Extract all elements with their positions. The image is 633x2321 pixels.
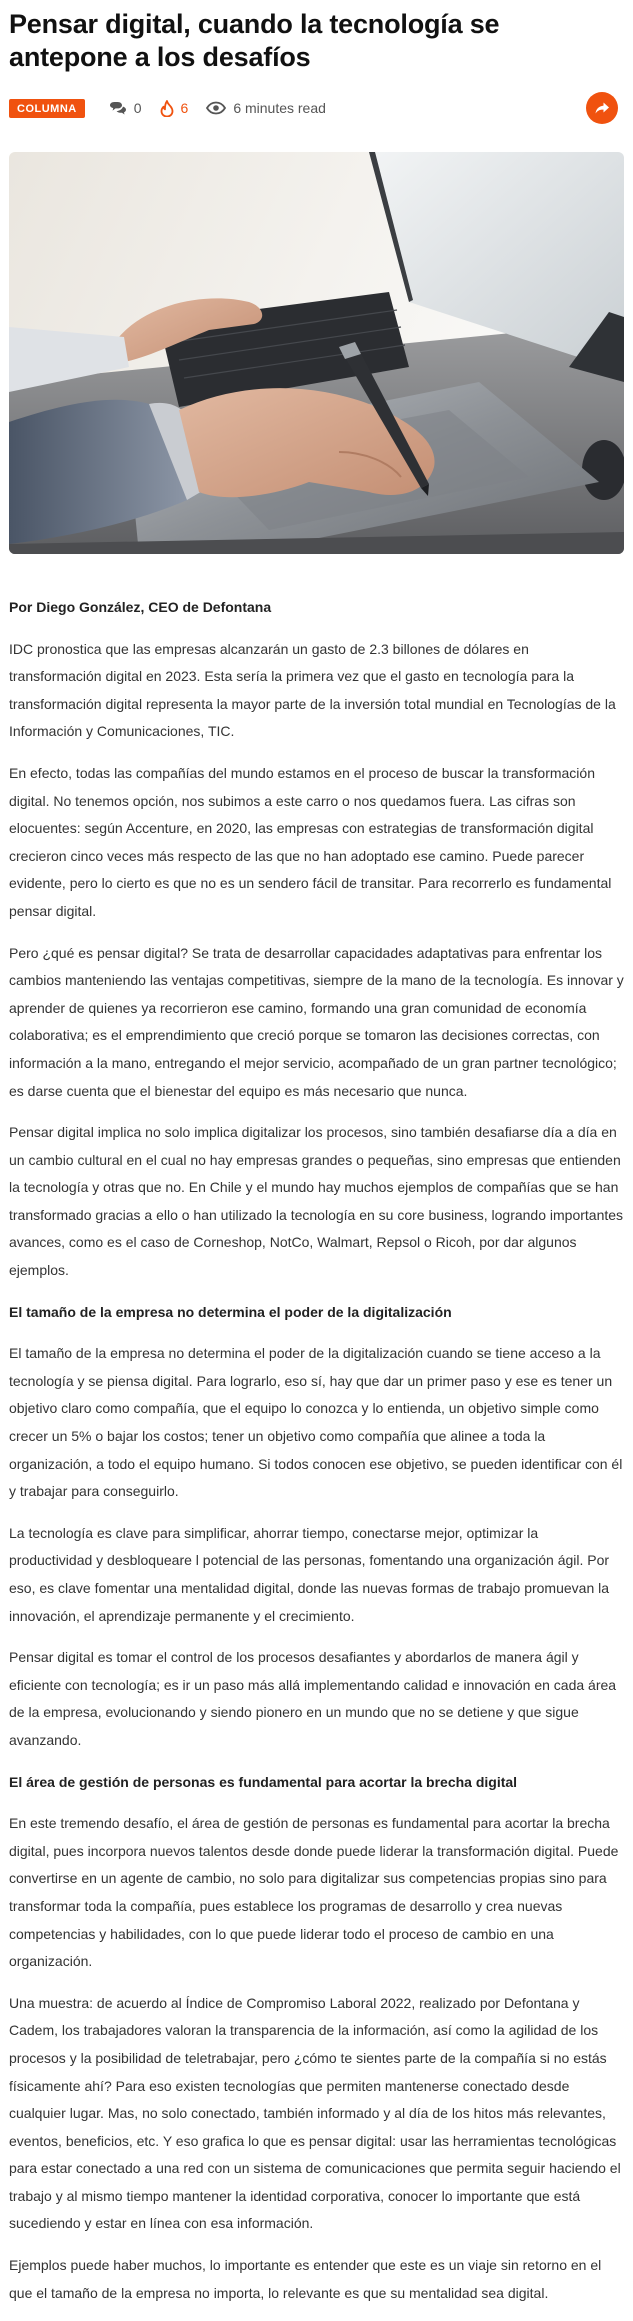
section-heading: El área de gestión de personas es fundamental para acortar la brecha digital xyxy=(9,1773,518,1790)
eye-icon xyxy=(206,101,226,115)
paragraph: IDC pronostica que las empresas alcanzarán un gasto de 2.3 billones de dólares en transformación digital en 2023. Esta sería la primera vez que el gasto en tecnología para la transformación digital representa la mayor parte de la inversión total mundial en Tecnologías de la Información y Comunicaciones, TIC. xyxy=(9,640,616,740)
author-byline: Por Diego González, CEO de Defontana xyxy=(9,599,272,615)
paragraph: En este tremendo desafío, el área de gestión de personas es fundamental para acortar la brecha digital, pues incorpora nuevos talentos desde donde puede liderar la transformación digital. Puede convertirse en un agente de cambio, no solo para digitalizar sus competencias propias sino para transformar toda la compañía, pues establece los programas de desarrollo y crea nuevas competencias y habilidades, con lo que puede liderar todo el proceso de cambio en una organización. xyxy=(9,1815,619,1970)
category-badge[interactable]: COLUMNA xyxy=(9,99,85,118)
paragraph: Una muestra: de acuerdo al Índice de Compromiso Laboral 2022, realizado por Defontana y Cadem, los trabajadores valoran la transparencia de la información, así como la agilidad de los procesos y la posibilidad de teletrabajar, pero ¿cómo te sientes parte de la compañía si no estás físicamente ahí? Para eso existen tecnologías que permiten mantenerse conectado desde cualquier lugar. Mas, no solo conectado, también informado y al día de los hitos más relevantes, eventos, beneficios, etc. Y eso grafica lo que es pensar digital: usar las herramientas tecnológicas para estar conectado a una red con un sistema de comunicaciones que permita seguir haciendo el trabajo y al mismo tiempo mantener la identidad corporativa, conocer lo importante que está sucediendo y estar en línea con esa información. xyxy=(9,1994,621,2232)
paragraph: Pensar digital es tomar el control de los procesos desafiantes y abordarlos de manera ágil y eficiente con tecnología; es ir un paso más allá implementando calidad e innovación en cada área de la empresa, evolucionando y siendo pionero en un mundo que no se detiene y que sigue avanzando. xyxy=(9,1649,617,1748)
paragraph: Pero ¿qué es pensar digital? Se trata de desarrollar capacidades adaptativas para enfrentar los cambios manteniendo las ventajas competitivas, siempre de la mano de la tecnología. Es innovar y aprender de quienes ya recorrieron ese camino, formando una gran comunidad de economía colaborativa; es el emprendimiento que creció porque se tomaron las decisiones correctas, con información a la mano, entregando el mejor servicio, acompañado de un gran partner tecnológico; es darse cuenta que el bienestar del equipo es más necesario que nunca. xyxy=(9,944,624,1099)
read-time xyxy=(206,100,326,116)
hot-count xyxy=(160,100,189,117)
share-icon xyxy=(594,101,610,115)
article-page xyxy=(0,4,633,2307)
article-meta xyxy=(9,88,624,128)
hero-image xyxy=(9,152,624,554)
comments-count-value: 0 xyxy=(133,100,142,116)
share-button[interactable] xyxy=(586,92,618,124)
paragraph: Pensar digital implica no solo implica digitalizar los procesos, sino también desafiarse día a día en un cambio cultural en el cual no hay empresas grandes o pequeñas, sino empresas que entienden la tecnología y otras que no. En Chile y el mundo hay muchos ejemplos de compañías que se han transformado gracias a ello o han utilizado la tecnología en su core business, logrando importantes avances, como es el caso de Corneshop, NotCo, Walmart, Repsol o Ricoh, por dar algunos ejemplos. xyxy=(9,1124,624,1279)
comments-icon xyxy=(109,101,127,115)
fire-icon xyxy=(160,100,174,117)
section-heading: El tamaño de la empresa no determina el poder de la digitalización xyxy=(9,1303,452,1320)
read-time-value: 6 minutes read xyxy=(233,100,326,116)
page-title: Pensar digital, cuando la tecnología se antepone a los desafíos xyxy=(9,9,500,72)
paragraph: El tamaño de la empresa no determina el poder de la digitalización cuando se tiene acceso a la tecnología y se piensa digital. Para lograrlo, eso sí, hay que dar un primer paso y ese es tener un objetivo claro como compañía, que el equipo lo conozca y lo entienda, un objetivo simple como crecer un 5% o bajar los costos; tener un objetivo como compañía que alinee a toda la organización, a todo el equipo humano. Si todos conocen ese objetivo, se pueden identificar con él y trabajar para conseguirlo. xyxy=(9,1345,623,1500)
paragraph: La tecnología es clave para simplificar, ahorrar tiempo, conectarse mejor, optimizar la productividad y desbloqueare l potencial de las personas, fomentando una organización ágil. Por eso, es clave fomentar una mentalidad digital, donde las nuevas formas de trabajo promuevan la innovación, el aprendizaje permanente y el crecimiento. xyxy=(9,1524,610,1624)
paragraph: Ejemplos puede haber muchos, lo importante es entender que este es un viaje sin retorno en el que el tamaño de la empresa no importa, lo relevante es que su mentalidad sea digital. xyxy=(9,2257,602,2301)
hot-count-value: 6 xyxy=(180,100,189,116)
hand-drawing-tablet-illustration xyxy=(9,152,624,554)
comments-count[interactable] xyxy=(109,100,142,116)
paragraph: En efecto, todas las compañías del mundo estamos en el proceso de buscar la transformación digital. No tenemos opción, nos subimos a este carro o nos quedamos fuera. Las cifras son elocuentes: según Accenture, en 2020, las empresas con estrategias de transformación digital crecieron cinco veces más respecto de las que no han adoptado ese camino. Puede parecer evidente, pero lo cierto es que no es un sendero fácil de transitar. Para recorrerlo es fundamental pensar digital. xyxy=(9,764,612,919)
article-body xyxy=(9,594,624,2307)
